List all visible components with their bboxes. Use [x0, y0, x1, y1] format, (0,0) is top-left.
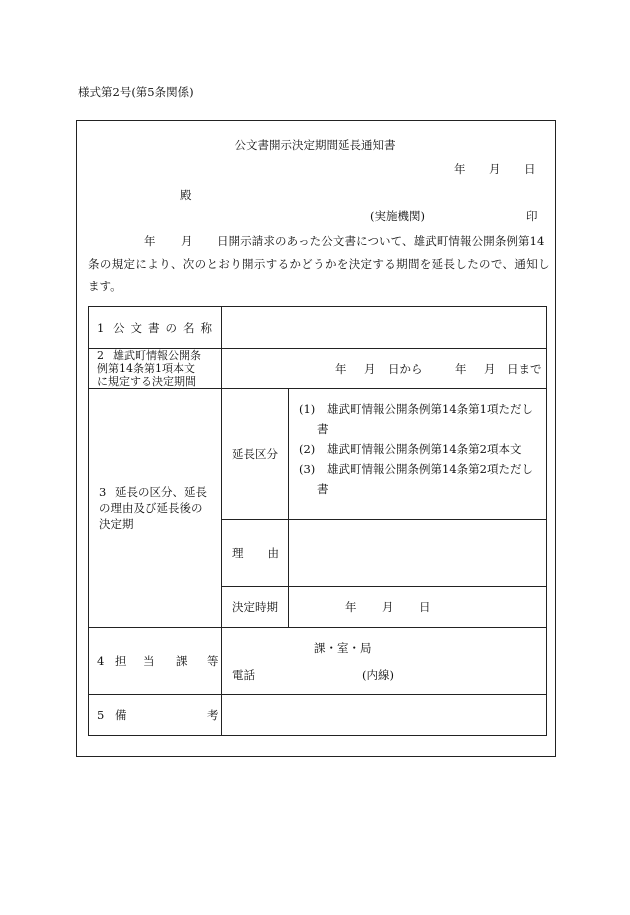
- date-year-label: 年: [454, 162, 466, 176]
- row-decision-period: [89, 349, 547, 389]
- detail-table: [88, 306, 547, 736]
- option-text-continuation: 書: [317, 422, 329, 436]
- dept-office-bureau: 課・室・局: [314, 641, 372, 655]
- reason-value[interactable]: [289, 520, 547, 587]
- row-number: 2: [97, 349, 104, 362]
- option-number: (3): [299, 462, 316, 476]
- option-number: (1): [299, 402, 316, 416]
- option-text: 雄武町情報公開条例第14条第2項ただし: [327, 462, 533, 476]
- addressee-suffix: 殿: [180, 188, 192, 202]
- decision-day: 日: [419, 600, 431, 614]
- date-day-label: 日: [524, 162, 536, 176]
- responsible-dept-char-4: 等: [207, 654, 219, 668]
- reason-label-char-1: 理: [232, 546, 244, 560]
- from-day: 日から: [388, 361, 423, 376]
- row-number: 3: [99, 485, 107, 499]
- extension-number-label: (内線): [362, 668, 394, 682]
- extension-category-options: [289, 389, 547, 520]
- to-year: 年: [455, 361, 467, 376]
- reason-label-char-2: 由: [267, 546, 279, 560]
- issuer-seal: 印: [526, 209, 538, 223]
- remarks-char-2: 考: [207, 708, 219, 722]
- extension-category-label: 延長区分: [222, 389, 289, 520]
- to-month: 月: [484, 361, 496, 376]
- row-remarks: [89, 695, 547, 736]
- option-number: (2): [299, 442, 316, 456]
- option-text: 雄武町情報公開条例第14条第2項本文: [327, 442, 522, 456]
- to-day: 日まで: [507, 361, 542, 376]
- reason-label: [222, 520, 289, 587]
- phone-label: 電話: [232, 668, 255, 682]
- document-title: 公文書開示決定期間延長通知書: [234, 138, 396, 152]
- decision-period-label-line-2: 例第14条第1項本文: [97, 362, 195, 375]
- remarks-char-1: 備: [115, 708, 127, 722]
- document-name-value[interactable]: [222, 307, 547, 349]
- extension-label-line-1: 延長の区分、延長: [115, 485, 207, 499]
- responsible-dept-char-1: 担: [115, 654, 127, 668]
- row-number: 5: [97, 708, 105, 722]
- extension-option-2[interactable]: [299, 439, 538, 459]
- decision-period-label-line-1: 雄武町情報公開条: [113, 349, 201, 362]
- body-line-3: ます。: [88, 279, 122, 293]
- remarks-value[interactable]: [222, 695, 547, 736]
- responsible-dept-char-2: 当: [143, 654, 155, 668]
- form-caption: 様式第2号(第5条関係): [78, 85, 194, 99]
- decision-time-value[interactable]: [289, 587, 547, 628]
- row-extension-category: [89, 389, 547, 520]
- row-number: 1: [97, 320, 105, 335]
- body-line-2: 条の規定により、次のとおり開示するかどうかを決定する期間を延長したので、通知し: [88, 257, 550, 271]
- decision-period-value[interactable]: [222, 349, 547, 389]
- remarks-label-cell: [89, 695, 222, 736]
- extension-option-1[interactable]: [299, 399, 538, 419]
- responsible-dept-value[interactable]: [222, 628, 547, 695]
- option-text-continuation: 書: [317, 482, 329, 496]
- date-month-label: 月: [489, 162, 501, 176]
- row-responsible-dept: [89, 628, 547, 695]
- row-document-name: [89, 307, 547, 349]
- document-name-label-cell: [89, 307, 222, 349]
- extension-option-3[interactable]: [299, 459, 538, 479]
- responsible-dept-char-3: 課: [176, 654, 188, 668]
- issuer-agency: (実施機関): [370, 209, 425, 223]
- responsible-dept-label-cell: [89, 628, 222, 695]
- extension-label-line-3: 決定期: [99, 517, 134, 531]
- body-year-label: 年: [144, 234, 156, 248]
- option-text: 雄武町情報公開条例第14条第1項ただし: [327, 402, 533, 416]
- decision-year: 年: [345, 600, 357, 614]
- decision-period-label-cell: [89, 349, 222, 389]
- extension-label-line-2: の理由及び延長後の: [99, 501, 203, 515]
- decision-period-label-line-3: に規定する決定期間: [97, 375, 196, 388]
- body-line-1: 日開示請求のあった公文書について、雄武町情報公開条例第14: [217, 234, 545, 248]
- decision-time-label: 決定時期: [222, 587, 289, 628]
- from-year: 年: [335, 361, 347, 376]
- row-number: 4: [97, 654, 105, 668]
- from-month: 月: [364, 361, 376, 376]
- body-month-label: 月: [181, 234, 193, 248]
- decision-month: 月: [382, 600, 394, 614]
- document-name-label: 公文書の名称: [113, 320, 218, 335]
- extension-label-cell: [89, 389, 222, 628]
